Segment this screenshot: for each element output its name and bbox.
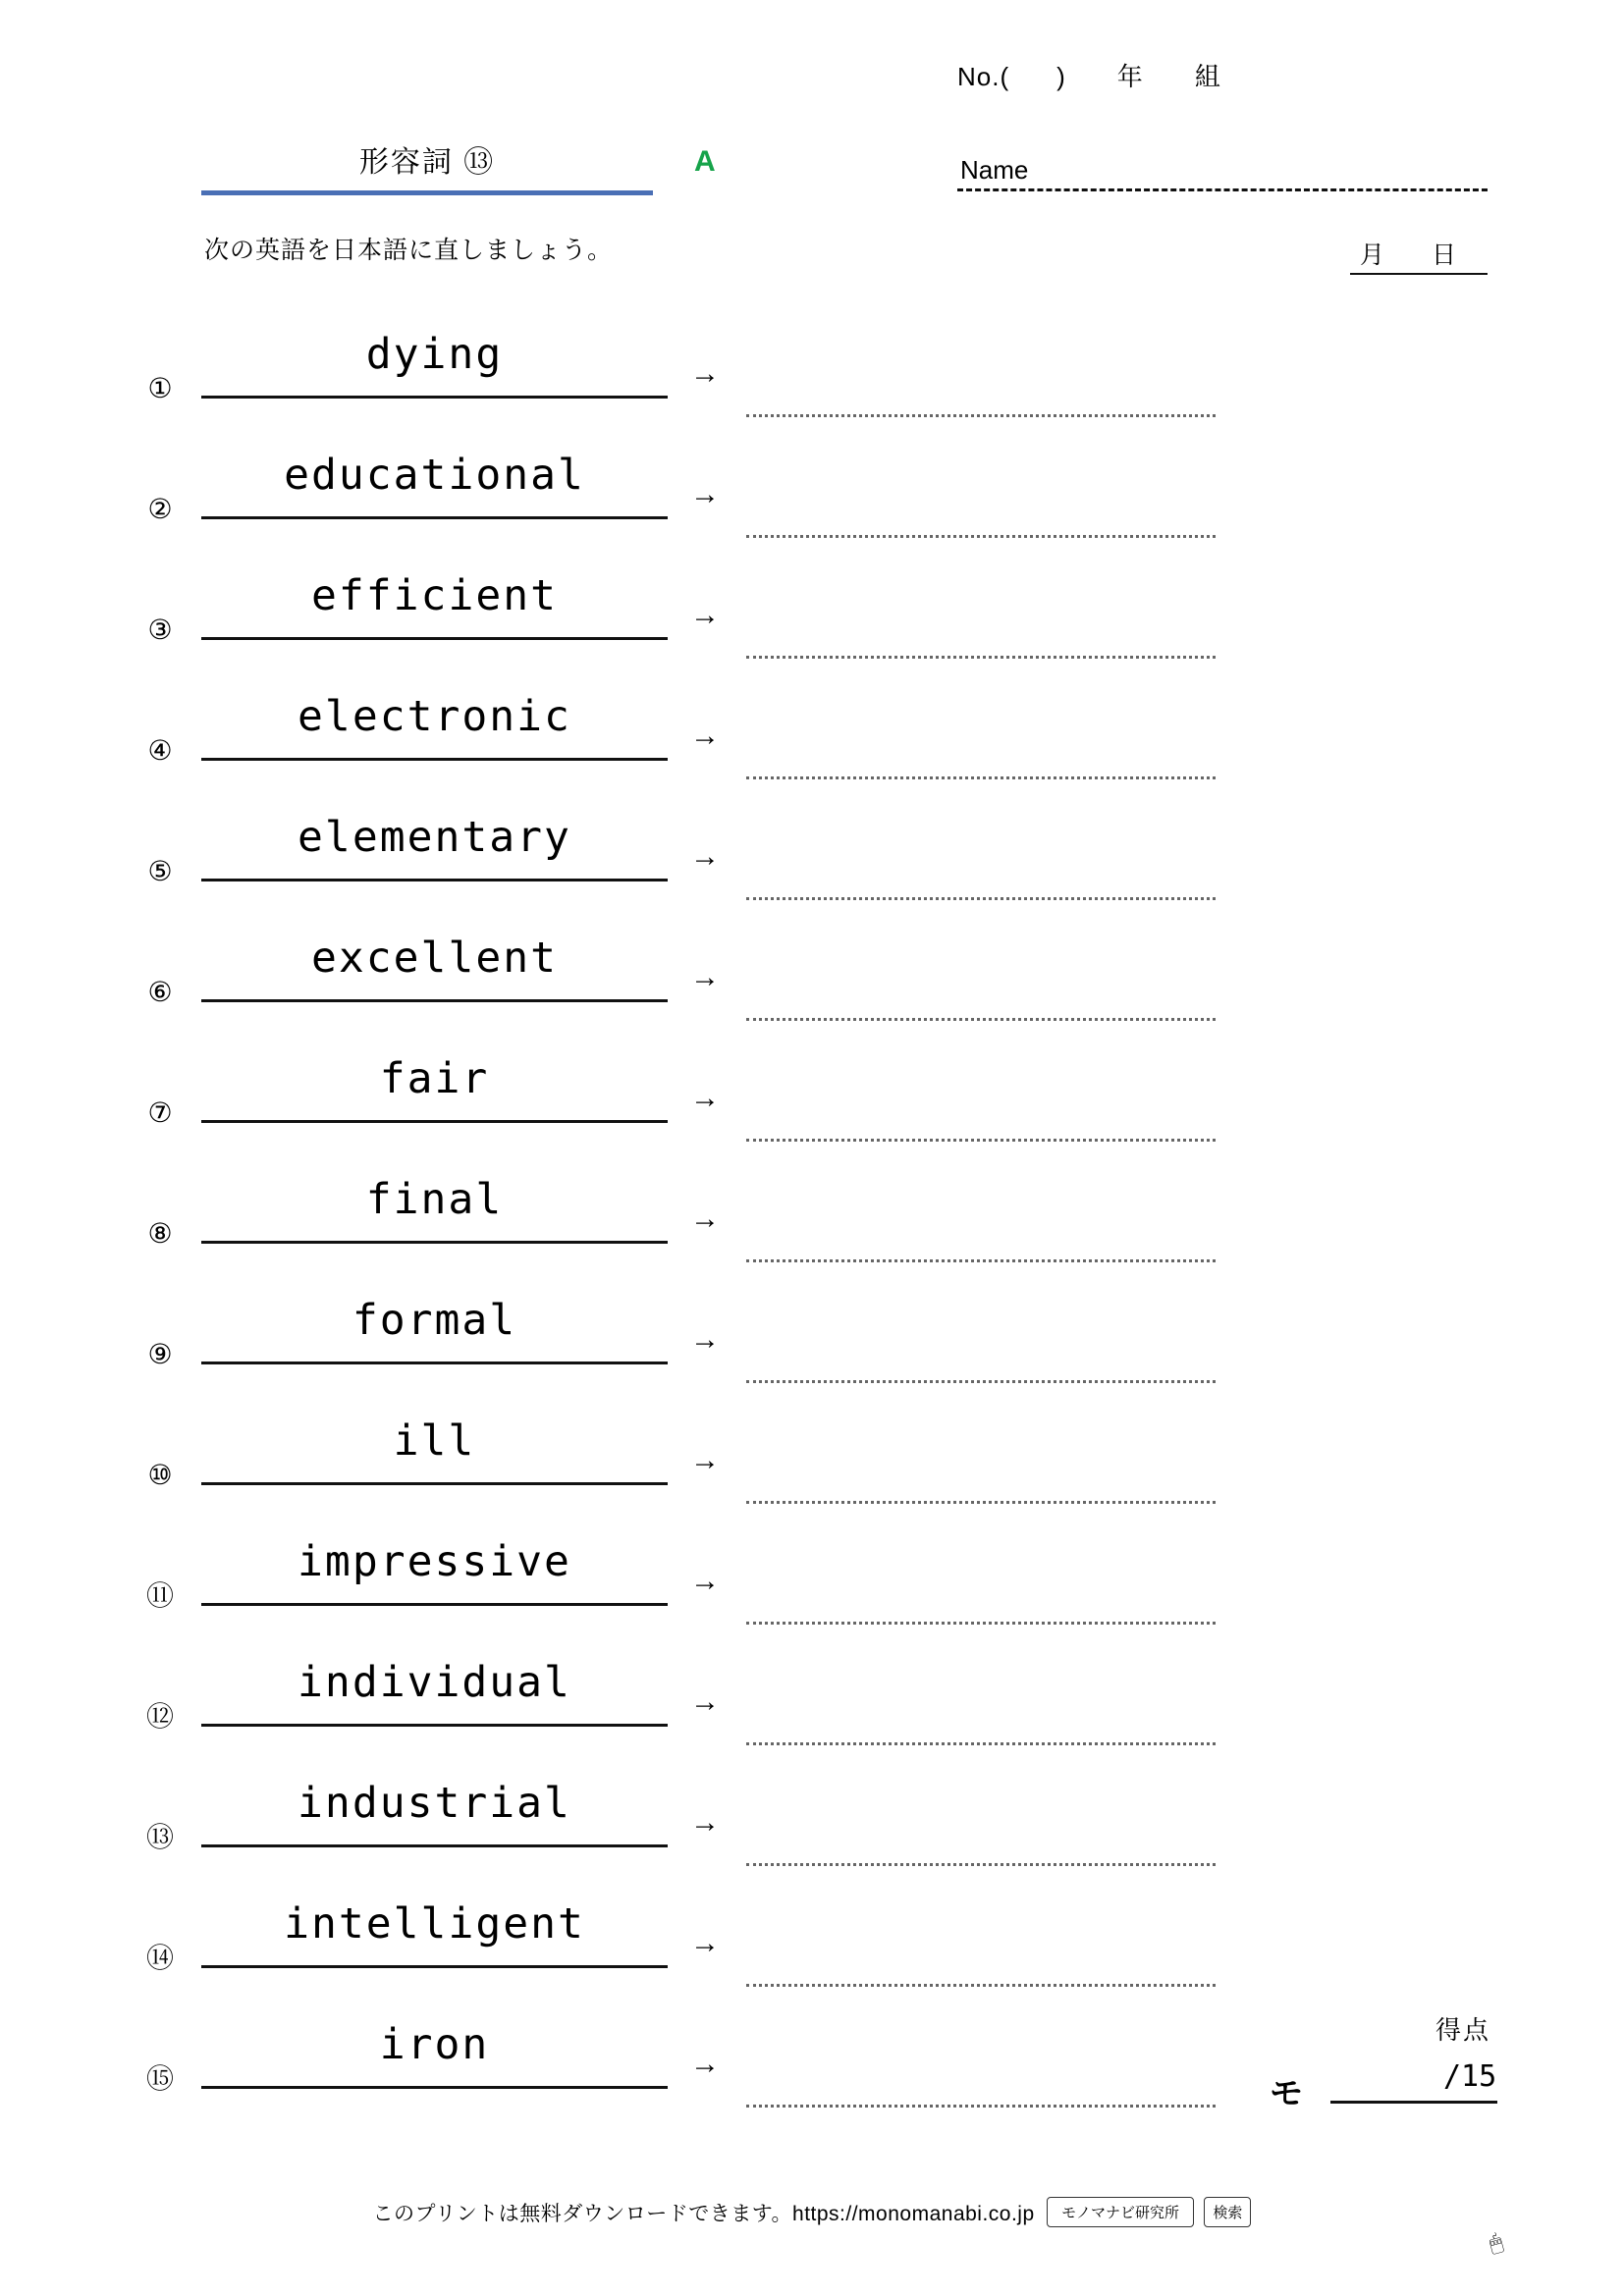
- question-row: [0, 1773, 1624, 1894]
- question-number: ⑤: [147, 856, 173, 886]
- question-word-cell: [201, 807, 668, 905]
- arrow-icon: →: [690, 1806, 720, 1839]
- question-word-cell: [201, 1048, 668, 1147]
- worksheet-title: [201, 137, 653, 195]
- question-number: ⑬: [145, 1822, 174, 1852]
- question-number: ⑫: [145, 1701, 174, 1732]
- brand-button[interactable]: モノマナビ研究所: [1047, 2197, 1194, 2227]
- question-word: fair: [379, 1054, 490, 1103]
- question-number: ⑪: [145, 1580, 174, 1611]
- question-word-cell: [201, 1411, 668, 1509]
- arrow-icon: →: [690, 840, 720, 873]
- answer-input-line[interactable]: [746, 1380, 1216, 1383]
- question-row: [0, 1411, 1624, 1531]
- question-word-underline: [201, 637, 668, 640]
- no-close-paren: ): [1056, 62, 1066, 91]
- question-word-underline: [201, 1603, 668, 1606]
- question-word: ill: [393, 1416, 476, 1466]
- arrow-icon: →: [690, 1565, 720, 1597]
- question-word-underline: [201, 999, 668, 1002]
- question-row: [0, 1531, 1624, 1652]
- question-word-underline: [201, 1724, 668, 1727]
- question-word: dying: [365, 330, 504, 379]
- question-word-cell: [201, 565, 668, 664]
- question-word: formal: [352, 1296, 517, 1345]
- answer-input-line[interactable]: [746, 1259, 1216, 1262]
- question-word-underline: [201, 879, 668, 881]
- answer-input-line[interactable]: [746, 1984, 1216, 1987]
- page-title: 形容詞 ⑬: [358, 146, 496, 179]
- title-underline: [201, 190, 653, 195]
- question-word-cell: [201, 1169, 668, 1267]
- answer-input-line[interactable]: [746, 1742, 1216, 1745]
- question-row: [0, 1169, 1624, 1290]
- answer-input-line[interactable]: [746, 897, 1216, 900]
- question-word: final: [365, 1175, 504, 1224]
- question-number: ①: [147, 373, 173, 403]
- name-input-line[interactable]: [957, 188, 1488, 191]
- answer-input-line[interactable]: [746, 1622, 1216, 1625]
- class-label: 組: [1194, 62, 1221, 91]
- arrow-icon: →: [690, 2048, 720, 2080]
- question-row: [0, 1048, 1624, 1169]
- question-number: ②: [147, 494, 173, 524]
- score-input-line[interactable]: [1330, 2101, 1497, 2104]
- footer-text: このプリントは無料ダウンロードできます。https://monomanabi.co.jp: [372, 2202, 1035, 2225]
- question-number: ④: [147, 735, 173, 766]
- question-word-cell: [201, 1652, 668, 1750]
- cursor-icon: 🖱: [1486, 2228, 1506, 2257]
- question-number: ⑭: [145, 1943, 174, 1973]
- arrow-icon: →: [690, 357, 720, 390]
- question-word-underline: [201, 1362, 668, 1364]
- question-word: impressive: [298, 1537, 571, 1586]
- question-word-cell: [201, 445, 668, 543]
- score-stamp-mark: モ: [1270, 2074, 1303, 2113]
- arrow-icon: →: [690, 478, 720, 510]
- question-word-cell: [201, 928, 668, 1026]
- answer-input-line[interactable]: [746, 1863, 1216, 1866]
- question-word: efficient: [311, 571, 558, 620]
- question-list: [0, 324, 1624, 2135]
- question-word-cell: [201, 1894, 668, 1992]
- arrow-icon: →: [690, 1082, 720, 1114]
- question-word-underline: [201, 758, 668, 761]
- question-word-underline: [201, 516, 668, 519]
- arrow-icon: →: [690, 1202, 720, 1235]
- arrow-icon: →: [690, 1444, 720, 1476]
- answer-input-line[interactable]: [746, 656, 1216, 659]
- question-row: [0, 1894, 1624, 2014]
- answer-input-line[interactable]: [746, 414, 1216, 417]
- answer-input-line[interactable]: [746, 1018, 1216, 1021]
- date-labels: [1360, 236, 1458, 271]
- question-row: [0, 2014, 1624, 2135]
- question-row: [0, 324, 1624, 445]
- arrow-icon: →: [690, 961, 720, 993]
- question-word-underline: [201, 1965, 668, 1968]
- name-label: Name: [960, 155, 1029, 185]
- question-number: ⑨: [147, 1339, 173, 1369]
- question-row: [0, 1290, 1624, 1411]
- answer-input-line[interactable]: [746, 535, 1216, 538]
- question-row: [0, 445, 1624, 565]
- question-number: ⑮: [145, 2063, 174, 2094]
- question-word-cell: [201, 2014, 668, 2112]
- search-button[interactable]: 検索: [1204, 2197, 1251, 2227]
- answer-input-line[interactable]: [746, 1501, 1216, 1504]
- question-number: ⑦: [147, 1097, 173, 1128]
- question-word: elementary: [298, 813, 571, 862]
- version-letter: A: [694, 145, 716, 178]
- arrow-icon: →: [690, 1323, 720, 1356]
- question-word: educational: [284, 451, 585, 500]
- arrow-icon: →: [690, 1927, 720, 1959]
- question-word: individual: [298, 1658, 571, 1707]
- question-word: industrial: [298, 1779, 571, 1828]
- question-row: [0, 686, 1624, 807]
- question-number: ③: [147, 614, 173, 645]
- footer: [0, 2197, 1624, 2227]
- score-total: /15: [1443, 2059, 1497, 2094]
- student-id-header: [957, 57, 1221, 93]
- answer-input-line[interactable]: [746, 2105, 1216, 2108]
- question-word-underline: [201, 1844, 668, 1847]
- question-word-underline: [201, 1241, 668, 1244]
- no-label: No.(: [957, 62, 1010, 91]
- question-word-cell: [201, 1290, 668, 1388]
- question-word-cell: [201, 1531, 668, 1629]
- question-row: [0, 807, 1624, 928]
- day-label: 日: [1432, 241, 1459, 269]
- question-word-cell: [201, 686, 668, 784]
- question-row: [0, 1652, 1624, 1773]
- month-label: 月: [1360, 241, 1387, 269]
- year-label: 年: [1116, 62, 1144, 91]
- arrow-icon: →: [690, 1685, 720, 1718]
- question-number: ⑧: [147, 1218, 173, 1249]
- answer-input-line[interactable]: [746, 776, 1216, 779]
- question-word-underline: [201, 1120, 668, 1123]
- question-word-underline: [201, 1482, 668, 1485]
- date-input-line[interactable]: [1350, 273, 1488, 275]
- question-number: ⑥: [147, 977, 173, 1007]
- question-number: ⑩: [147, 1460, 173, 1490]
- question-word-underline: [201, 2086, 668, 2089]
- score-label: 得点: [1435, 2015, 1491, 2045]
- question-word: iron: [379, 2020, 490, 2069]
- question-row: [0, 928, 1624, 1048]
- answer-input-line[interactable]: [746, 1139, 1216, 1142]
- question-word-cell: [201, 324, 668, 422]
- arrow-icon: →: [690, 720, 720, 752]
- question-word-cell: [201, 1773, 668, 1871]
- question-word: intelligent: [284, 1899, 585, 1949]
- instruction-text: 次の英語を日本語に直しましょう。: [204, 237, 614, 264]
- question-word: electronic: [298, 692, 571, 741]
- arrow-icon: →: [690, 599, 720, 631]
- question-word-underline: [201, 396, 668, 399]
- question-row: [0, 565, 1624, 686]
- question-word: excellent: [311, 934, 558, 983]
